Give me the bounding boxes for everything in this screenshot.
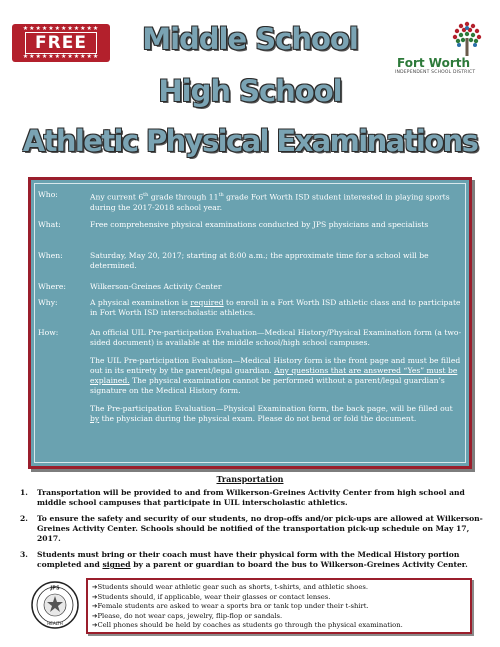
stars-decoration-top: ★★★★★★★★★★★★	[22, 26, 100, 32]
label-why: Why:	[38, 298, 58, 307]
arrow-icon: ➔	[92, 621, 98, 630]
arrow-icon: ➔	[92, 611, 98, 620]
tip-item: ➔Students should wear athletic gear such as shorts, t-shirts, and athletic shoes.	[92, 583, 369, 591]
transportation-heading: Transportation	[216, 474, 284, 484]
text-who: Any current 6th grade through 11th grade Fort Worth ISD student interested in playing sports during the 2017-2018 school year.	[90, 192, 450, 212]
arrow-icon: ➔	[92, 583, 98, 591]
arrow-icon: ➔	[92, 592, 98, 601]
how-paragraph-2: The UIL Pre-participation Evaluation—Medical History form is the front page and must be filled out in its entirety by the parent/legal guardian. Any questions that are answered “Yes” must be explained. The physical examination cannot be performed without a parent/legal guardian’s signature on the Medical History form.	[90, 356, 461, 395]
title-athletic-physical-examinations: Athletic Physical Examinations	[22, 124, 478, 158]
tips-box	[86, 578, 472, 634]
details-box	[28, 177, 472, 469]
fort-worth-logo	[395, 18, 495, 78]
text-how	[90, 328, 462, 432]
logo-subtitle: INDEPENDENT SCHOOL DISTRICT	[395, 70, 476, 75]
text-what: Free comprehensive physical examinations conducted by JPS physicians and specialists	[90, 220, 429, 229]
seal-bottom-text: HEALTH	[47, 621, 63, 626]
label-what: What:	[38, 220, 61, 229]
title-middle-school: Middle School	[142, 22, 358, 56]
tip-item: ➔Students should, if applicable, wear their glasses or contact lenses.	[92, 592, 331, 601]
label-where: Where:	[38, 282, 66, 291]
text-where: Wilkerson-Greines Activity Center	[90, 282, 222, 291]
text-when: Saturday, May 20, 2017; starting at 8:00 a.m.; the approximate time for a school will be determined.	[90, 251, 429, 270]
label-how: How:	[38, 328, 59, 337]
how-paragraph-1: An official UIL Pre-participation Evaluation—Medical History/Physical Examination form (a two-sided document) is available at the middle school/high school campuses.	[90, 328, 462, 347]
how-paragraph-3: The Pre-participation Evaluation—Physical Examination form, the back page, will be filled out by the physician during the physical exam. Please do not bend or fold the document.	[90, 404, 453, 423]
free-label: FREE	[25, 32, 97, 54]
label-when: When:	[38, 251, 63, 260]
tip-item: ➔Cell phones should be held by coaches as students go through the physical examination.	[92, 621, 403, 630]
seal-icon	[30, 580, 80, 630]
logo-name: Fort Worth	[397, 56, 471, 70]
tree-icon	[447, 18, 487, 58]
text-why: A physical examination is required to enroll in a Fort Worth ISD athletic class and to participate in Fort Worth ISD interscholastic athletics.	[90, 298, 461, 317]
tip-item: ➔Female students are asked to wear a sports bra or tank top under their t-shirt.	[92, 602, 369, 611]
label-who: Who:	[38, 190, 58, 199]
arrow-icon: ➔	[92, 602, 98, 611]
title-high-school: High School	[158, 74, 342, 108]
seal-top-text: JPS	[50, 585, 60, 592]
stars-decoration-bottom: ★★★★★★★★★★★★	[22, 54, 100, 60]
tip-item: ➔Please, do not wear caps, jewelry, flip-flop or sandals.	[92, 611, 283, 620]
